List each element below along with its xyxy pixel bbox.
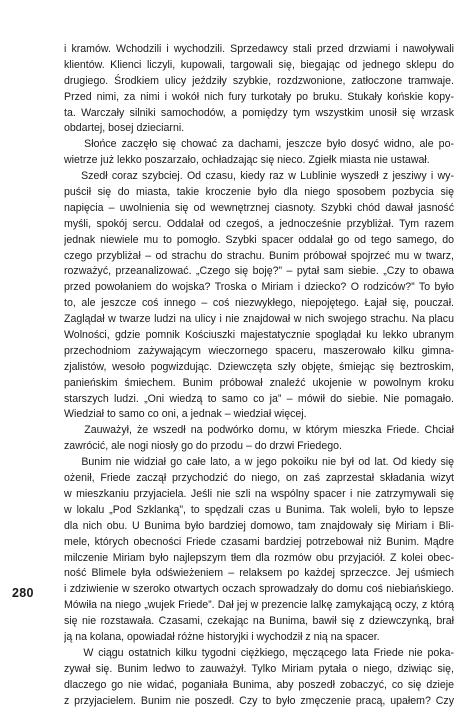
page-number: 280	[12, 586, 34, 600]
text-line: myśli, spokój sercu. Oddalał od czegoś, a jednocześnie przybliżał. Tym razem	[64, 217, 454, 230]
body-text	[64, 42, 454, 709]
text-line: ność Blimele była odświeżeniem – relaksem po każdej sprzeczce. Jej uśmiech	[64, 567, 454, 580]
text-line: mele, których obecności Friede czasami bardziej potrzebował niż Bunim. Mądre	[64, 535, 454, 548]
text-line: ta. Warczały silniki samochodów, a pomiędzy tym wszystkim unosił się wrzask	[64, 106, 454, 119]
text-line: z przyjacielem. Bunim nie poszedł. Czy to było zmęczenie pracą, upałem? Czy	[64, 694, 454, 707]
text-line: przechodniom zażywającym wieczornego spaceru, maszerowało kilku gimna-	[64, 344, 454, 357]
text-line: przed powołaniem do wojska? Troska o Miriam i dziecko? O rodziców?” To było	[64, 281, 454, 294]
text-line: zywał się. Bunim ledwo to zauważył. Tylko Miriam pytała o niego, dziwiąc się,	[64, 662, 454, 675]
text-line: dla nich obu. U Bunima było bardziej domowo, tam znajdowały się Miriam i Bli-	[64, 519, 454, 532]
text-line: Słońce zaczęło się chować za dachami, jeszcze było dosyć widno, ale po-	[64, 138, 454, 151]
text-line: w mieszkaniu przyjaciela. Jeśli nie szli na wspólny spacer i nie zatrzymywali się	[64, 487, 454, 500]
text-line: się nie rozstawała. Czasami, czekając na Bunima, bawił się z dziewczynką, brał	[64, 615, 454, 628]
text-line: starszych ludzi. „Oni wiedzą to samo co ja” – mówił do siebie. Nie pomagało.	[64, 392, 454, 405]
text-line: w lokalu „Pod Szklanką”, to spędzali czas u Bunima. Tak woleli, było to lepsze	[64, 503, 454, 516]
text-line: milczenie Miriam było najlepszym tłem dla rozmów obu przyjaciół. Z kolei obec-	[64, 551, 454, 564]
text-line: Zaglądał w twarze ludzi na ulicy i nie znajdował w nich swojego strachu. Na placu	[64, 313, 454, 326]
text-line: Przed nimi, za nimi i wokół nich fury turkotały po bruku. Stukały końskie kopy-	[64, 90, 454, 103]
text-line: Bunim nie widział go całe lato, a w jego pokoiku nie był od lat. Od kiedy się	[64, 456, 454, 469]
text-line: Zauważył, że wszedł na podwórko domu, w którym mieszka Friede. Chciał	[64, 424, 454, 437]
text-line: wietrze już lekko poszarzało, ochładzając się nieco. Zgiełk miasta nie ustawał.	[64, 154, 430, 167]
text-line: klientów. Klienci liczyli, kupowali, targowali się, biegając od jednego sklepu do	[64, 58, 454, 71]
text-line: i kramów. Wchodzili i wychodzili. Sprzedawcy stali przed drzwiami i nawoływali	[64, 43, 454, 55]
text-line: zjalistów, wesoło pogwizdując. Dziewczęta szły objęte, śmiejąc się beztroskim,	[64, 360, 454, 373]
text-line: czego przybliżał – od strachu do strachu. Bunim próbował spojrzeć mu w twarz,	[64, 249, 454, 262]
text-line: ją na kolana, opowiadał różne historyjki i wychodził z nią na spacer.	[64, 630, 380, 643]
text-line: dlaczego go nie widać, poganiała Bunima, aby poszedł zobaczyć, co się dzieje	[64, 678, 454, 691]
text-line: puścił się do miasta, takie kroczenie było dla niego sposobem pozbycia się	[64, 186, 454, 199]
text-line: i zdziwienie w szeroko otwartych oczach sprowadzały do domu coś niebiańskiego.	[64, 583, 454, 596]
text-line: obdartej, bosej dzieciarni.	[64, 122, 185, 135]
text-line: Szedł coraz szybciej. Od czasu, kiedy raz w Lublinie wyszedł z jesziwy i wy-	[64, 170, 454, 183]
text-line: zawrócić, ale nogi niosły go do przodu – do drzwi Friedego.	[64, 440, 342, 453]
text-line: Mówiła na niego „wujek Friede”. Dał jej w prezencie lalkę zamykającą oczy, z którą	[64, 599, 454, 612]
text-line: W ciągu ostatnich kilku tygodni ciężkiego, męczącego lata Friede nie poka-	[64, 646, 454, 659]
text-line: jednak niewiele mu to pomogło. Szybki spacer oddalał go od tego samego, do	[64, 233, 454, 246]
text-line: Wiedział to samo co oni, a jednak – wiedział więcej.	[64, 408, 307, 421]
text-line: ożenił, Friede zaczął przychodzić do niego, on zaś zaprzestał składania wizyt	[64, 472, 454, 485]
text-line: napięcia – uwolnienia się od wewnętrznej ciasnoty. Szybki chód dawał jasność	[64, 201, 454, 214]
text-line: Wolności, gdzie pomnik Kościuszki majestatycznie spoglądał ku lekko ubranym	[64, 329, 454, 342]
text-line: to, ale jeszcze coś innego – coś niezwykłego, niepojętego. Łajał się, pouczał.	[64, 297, 454, 310]
text-line: rozważyć, przeanalizować. „Czego się boję?” – pytał sam siebie. „Czy to obawa	[64, 265, 454, 278]
text-line: panieńskim śmiechem. Bunim próbował znaleźć ukojenie w powolnym kroku	[64, 376, 454, 389]
text-line: drugiego. Środkiem ulicy jeździły szybkie, rozdzwonione, zatłoczone tramwaje.	[64, 74, 454, 87]
